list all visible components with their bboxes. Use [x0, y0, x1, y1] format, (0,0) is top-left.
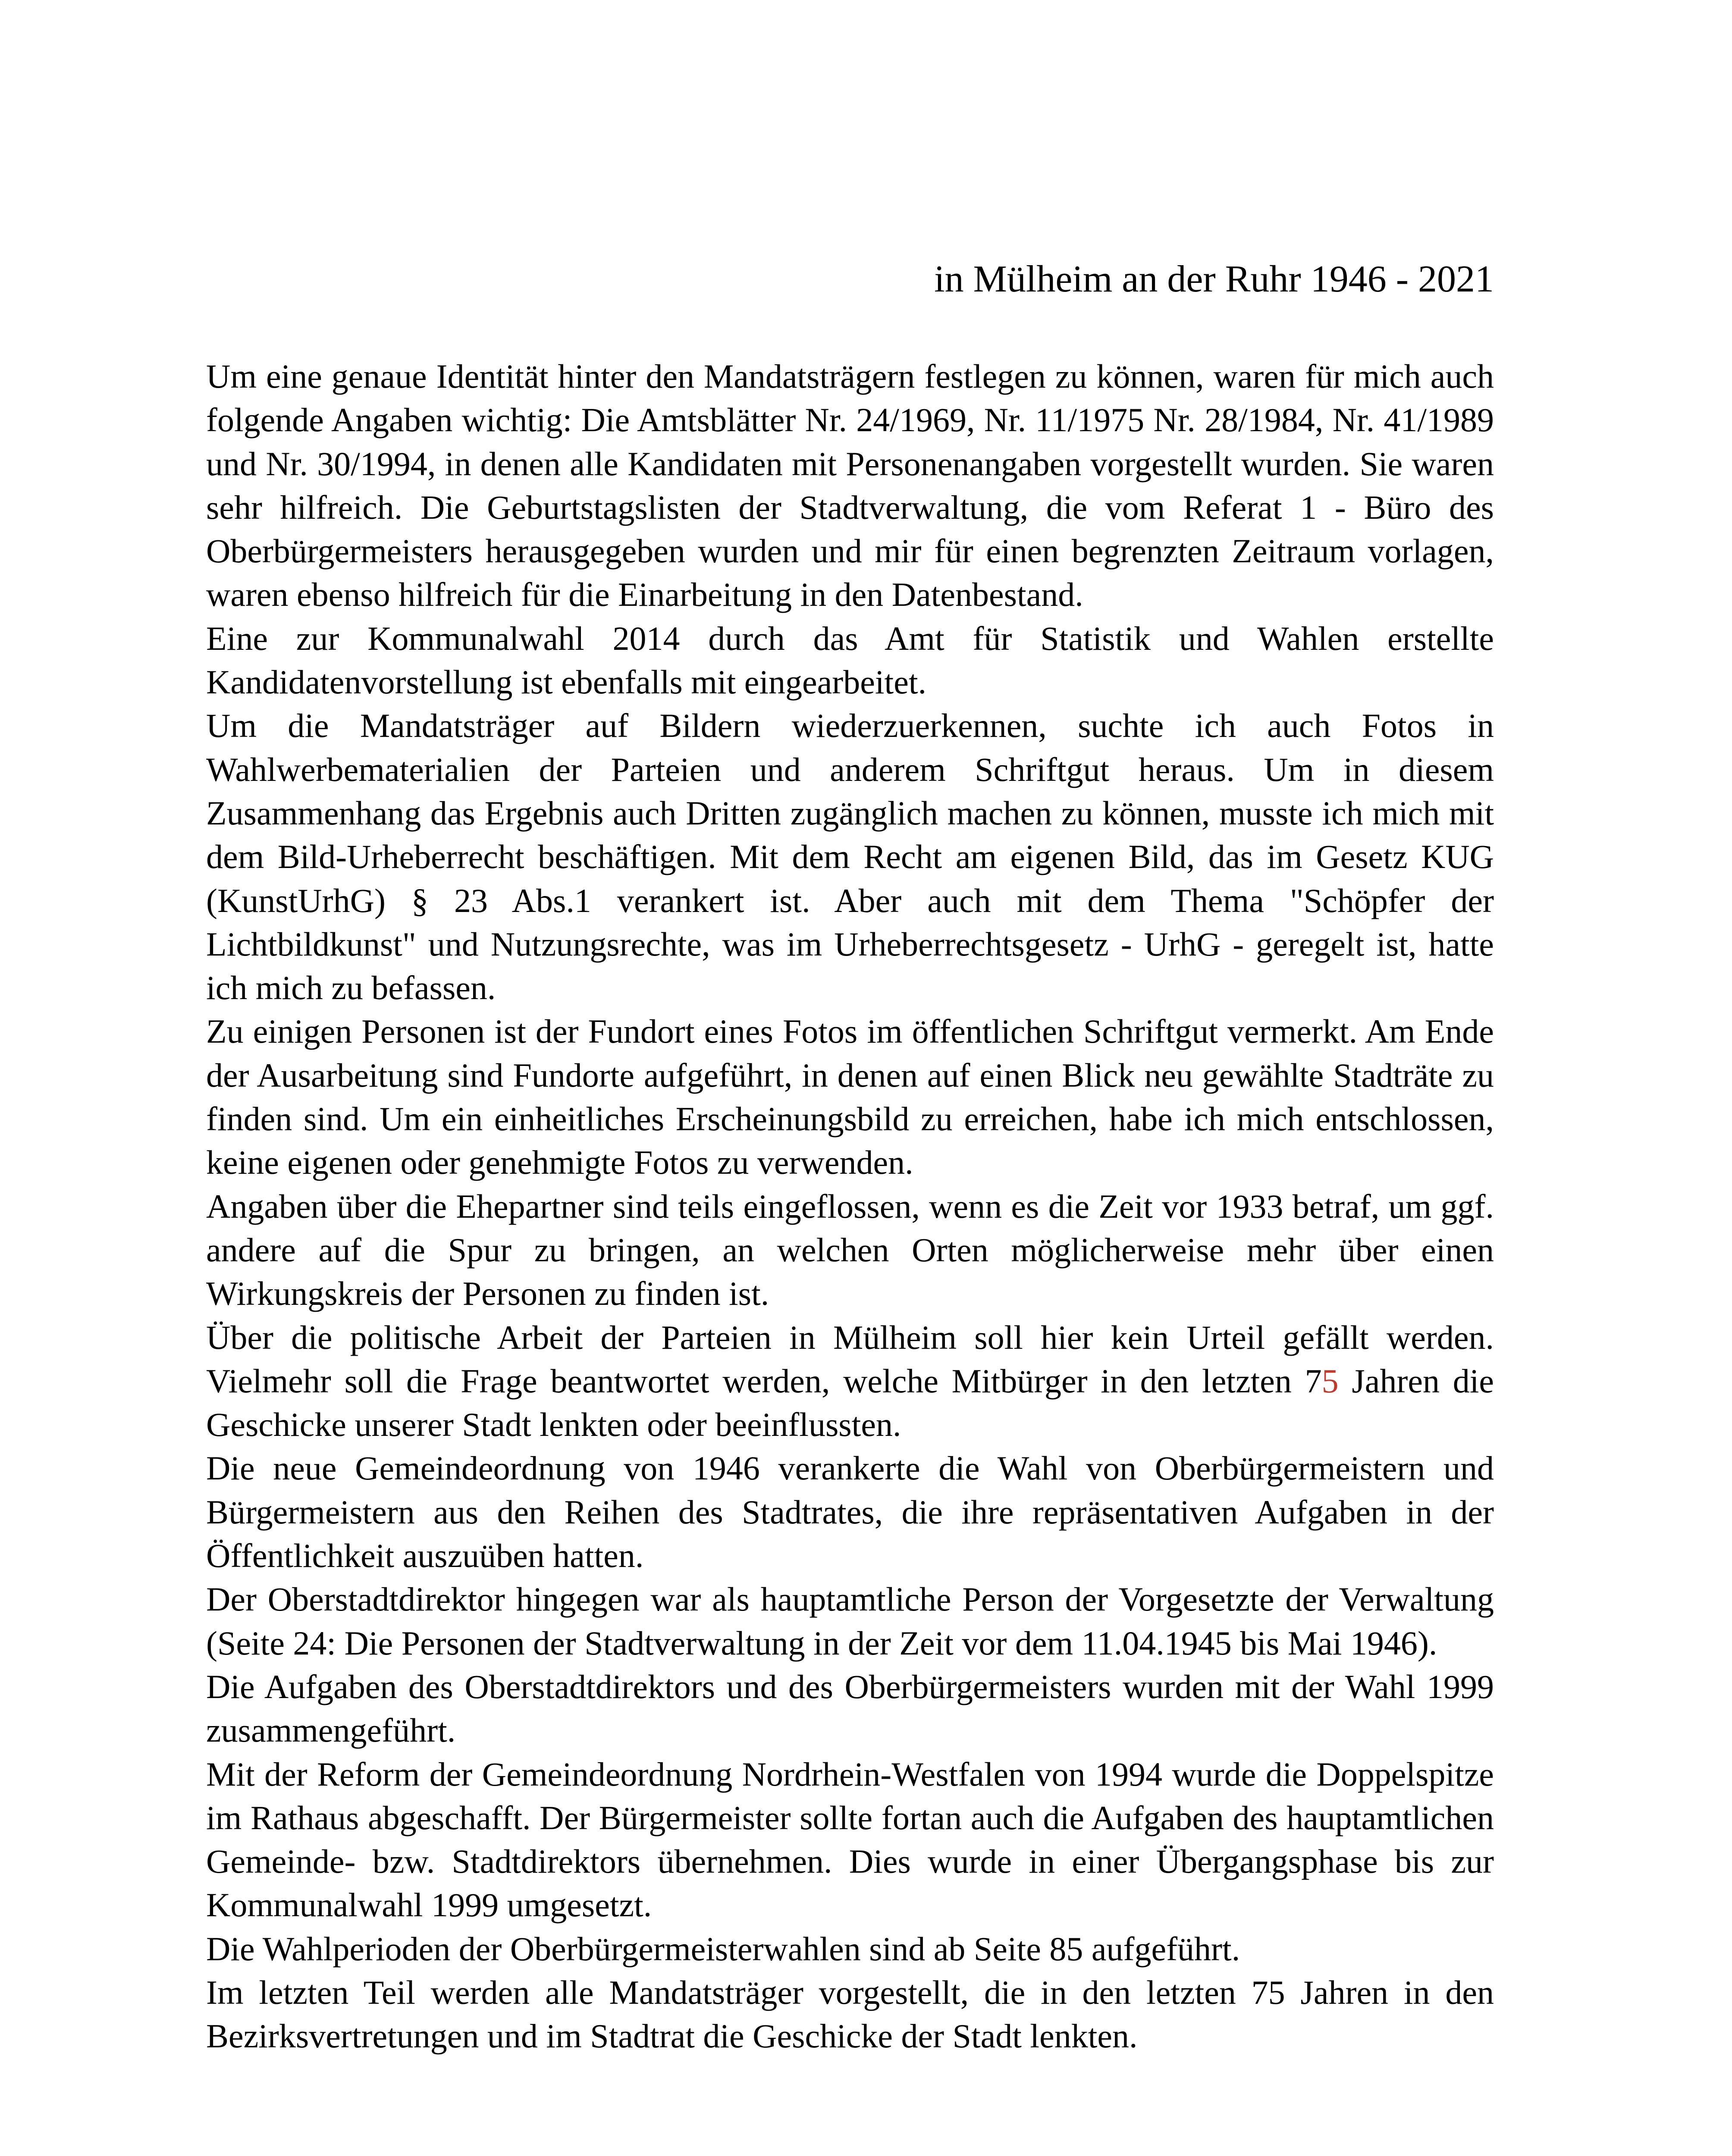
body-text	[206, 354, 1494, 2058]
paragraph-chief-executive: Der Oberstadtdirektor hingegen war als hauptamtliche Person der Vorgesetzte der Verwaltung (Seite 24: Die Personen der Stadtverwaltung in der Zeit vor dem 11.04.1945 bis Mai 1946).	[206, 1580, 1494, 1662]
paragraph-political-work-tail: Jahren die Geschicke unserer Stadt lenkten oder beeinflussten.	[206, 1362, 1494, 1444]
paragraph-photo-sources: Zu einigen Personen ist der Fundort eines Fotos im öffentlichen Schriftgut vermerkt. Am Ende der Ausarbeitung sind Fundorte aufgeführt, in denen auf einen Blick neu gewählte Stadträte zu finden sind. Um ein einheitliches Erscheinungsbild zu erreichen, habe ich mich entschlossen, keine eigenen oder genehmigte Fotos zu verwenden.	[206, 1012, 1494, 1181]
paragraph-offices-merged: Die Aufgaben des Oberstadtdirektors und des Oberbürgermeisters wurden mit der Wahl 1999 zusammengeführt.	[206, 1667, 1494, 1749]
paragraph-election-periods: Die Wahlperioden der Oberbürgermeisterwahlen sind ab Seite 85 aufgeführt.	[206, 1930, 1240, 1968]
paragraph-reform-1994: Mit der Reform der Gemeindeordnung Nordrhein-Westfalen von 1994 wurde die Doppelspitze im Rathaus abgeschafft. Der Bürgermeister sollte fortan auch die Aufgaben des hauptamtlichen Gemeinde- bzw. Stadtdirektors übernehmen. Dies wurde in einer Übergangsphase bis zur Kommunalwahl 1999 umgesetzt.	[206, 1755, 1494, 1924]
paragraph-spouses: Angaben über die Ehepartner sind teils eingeflossen, wenn es die Zeit vor 1933 betraf, um ggf. andere auf die Spur zu bringen, an welchen Orten möglicherweise mehr über einen Wirkungskreis der Personen zu finden ist.	[206, 1187, 1494, 1313]
paragraph-identity-sources: Um eine genaue Identität hinter den Mandatsträgern festlegen zu können, waren für mich auch folgende Angaben wichtig: Die Amtsblätter Nr. 24/1969, Nr. 11/1975 Nr. 28/1984, Nr. 41/1989 und Nr. 30/1994, in denen alle Kandidaten mit Personenangaben vorgestellt wurden. Sie waren sehr hilfreich. Die Geburtstagslisten der Stadtverwaltung, die vom Referat 1 - Büro des Oberbürgermeisters herausgegeben wurden und mir für einen begrenzten Zeitraum vorlagen, waren ebenso hilfreich für die Einarbeitung in den Datenbestand.	[206, 357, 1494, 614]
highlighted-digit: 5	[1321, 1362, 1339, 1400]
paragraph-political-work	[206, 1316, 1494, 1447]
running-header: in Mülheim an der Ruhr 1946 - 2021	[934, 258, 1494, 300]
paragraph-candidate-presentation: Eine zur Kommunalwahl 2014 durch das Amt für Statistik und Wahlen erstellte Kandidatenvorstellung ist ebenfalls mit eingearbeitet.	[206, 619, 1494, 701]
paragraph-last-part: Im letzten Teil werden alle Mandatsträger vorgestellt, die in den letzten 75 Jahren in den Bezirksvertretungen und im Stadtrat die Geschicke der Stadt lenkten.	[206, 1973, 1494, 2055]
paragraph-image-copyright: Um die Mandatsträger auf Bildern wiederzuerkennen, suchte ich auch Fotos in Wahlwerbematerialien der Parteien und anderem Schriftgut heraus. Um in diesem Zusammenhang das Ergebnis auch Dritten zugänglich machen zu können, musste ich mich mit dem Bild-Urheberrecht beschäftigen. Mit dem Recht am eigenen Bild, das im Gesetz KUG (KunstUrhG) § 23 Abs.1 verankert ist. Aber auch mit dem Thema "Schöpfer der Lichtbildkunst" und Nutzungsrechte, was im Urheberrechtsgesetz - UrhG - geregelt ist, hatte ich mich zu befassen.	[206, 707, 1494, 1007]
paragraph-municipal-code-1946: Die neue Gemeindeordnung von 1946 verankerte die Wahl von Oberbürgermeistern und Bürgermeistern aus den Reihen des Stadtrates, die ihre repräsentativen Aufgaben in der Öffentlichkeit auszuüben hatten.	[206, 1449, 1494, 1575]
paragraph-political-work-lead: Über die politische Arbeit der Parteien in Mülheim soll hier kein Urteil gefällt werden. Vielmehr soll die Frage beantwortet werden, welche Mitbürger in den letzten 7	[206, 1318, 1494, 1400]
